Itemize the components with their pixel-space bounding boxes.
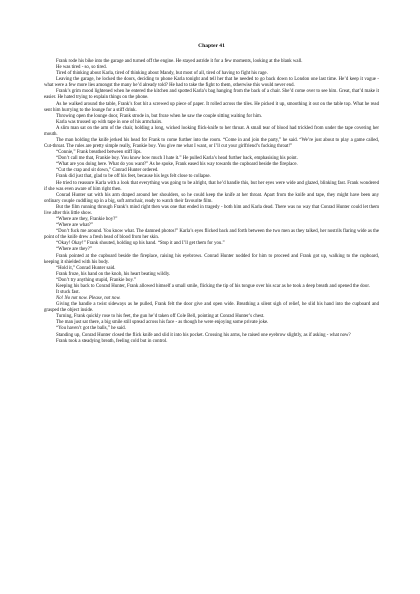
paragraph: Frank took a steadying breath, feeling cold but in control. [56,338,168,344]
paragraph: Throwing open the lounge door, Frank strode in, but froze when he saw the couple sitting waiting for him. [56,113,263,119]
paragraph: “Where are they?” [56,247,93,253]
paragraph: The man just sat there, a big smile still spread across his face - as though he were enjoying some private joke. [56,320,269,326]
paragraph: He tried to reassure Karla with a look that everything was going to be alright, that he’d handle this, but her eyes were wide and glazed, blinking fast. Frank wondered if she was even aware of him right then. [44,180,379,192]
paragraph: Leaving the garage, he locked the doors, deciding to phone Karla tonight and tell her that he needed to go back down to London one last time. He’d keep it vague - what were a few more lies amongst the many he’d already told? He had to take the fight to them, otherwise this would never end. [44,77,379,89]
paragraph: “Don’t try anything stupid, Frankie boy.” [56,277,136,283]
paragraph: “Don’t call me that, Frankie boy. You know how much I hate it.” He pulled Karla’s head further back, emphasising his point. [56,156,298,162]
paragraph: “What are you doing here. What do you want?” As he spoke, Frank eased his way towards the cupboard beside the fireplace. [56,162,298,168]
chapter-title: Chapter 41 [198,43,225,49]
paragraph: “Hold it,” Conrad Hunter said. [56,265,116,271]
paragraph: He was tired - so, so tired. [56,65,107,71]
paragraph: Conrad Hunter sat with his arm draped around her shoulders, so he could keep the knife at her throat. Apart from the knife and tape, they might have been any ordinary couple cuddling up in a big, soft armchair, ready to watch their favourite film. [44,192,379,204]
paragraph: “Where are they, Frankie boy?” [56,217,118,223]
paragraph: As he walked around the table, Frank’s foot hit a screwed up piece of paper. It rolled across the tiles. He picked it up, smoothing it out on the table top. What he read sent him hurrying to the lounge for a stiff drink. [44,101,379,113]
chapter-body [44,59,379,345]
paragraph: A slim man sat on the arm of the chair, holding a long, wicked looking flick-knife to her throat. A small tear of blood had trickled from under the tape covering her mouth. [44,125,379,137]
paragraph: Giving the handle a twist sideways as he pulled, Frank felt the door give and open wide. Breathing a silent sigh of relief, he slid his hand into the cupboard and grasped the object inside. [44,302,379,314]
paragraph: “Connie,” Frank breathed between stiff lips. [56,150,142,156]
paragraph: Turning, Frank quickly rose to his feet, the gun he’d taken off Cole Bell, pointing at Conrad Hunter’s chest. [56,314,265,320]
paragraph: Standing up, Conrad Hunter closed the flick knife and slid it into his pocket. Crossing his arms, he raised one eyebrow slightly, as if asking - what now? [56,332,351,338]
paragraph: Frank froze, his hand on the knob, his heart beating wildly. [56,271,171,277]
paragraph: Frank did just that, glad to be off his feet, because his legs felt close to collapse. [56,174,211,180]
paragraph: Frank rode his bike into the garage and turned off the engine. He stayed astride it for a few moments, looking at the blank wall. [56,59,303,64]
paragraph: “You haven’t got the balls,” he said. [56,326,126,332]
paragraph: “Don’t fuck me around. You know what. The damned photos!” Karla’s eyes flicked back and forth between the two men as they talked, her nostrils flaring wide as the point of the knife drew a fresh bead of blood from her skin. [44,229,379,241]
paragraph: Karla was trussed up with tape in one of his armchairs. [56,119,163,125]
paragraph: Frank pointed at the cupboard beside the fireplace, raising his eyebrows. Conrad Hunter nodded for him to proceed and Frank got up, walking to the cupboard, keeping it shielded with his body. [44,253,379,265]
paragraph: The man holding the knife jerked his head for Frank to come further into the room. “Come in and join the party,” he said. “We’re just about to play a game called, Cut-throat. The rules are pretty simple really, Frankie boy. You give me what I want, or I’ll cut your girlfriend’s fucking throat!” [44,138,379,150]
paragraph: But the film running through Frank’s mind right then was one that ended in tragedy - both him and Karla dead. There was no way that Conrad Hunter could let them live after this little show. [44,204,379,216]
paragraph: “Okay! Okay!” Frank shouted, holding up his hand. “Stop it and I’ll get them for you.” [56,241,225,247]
paragraph: Keeping his back to Conrad Hunter, Frank allowed himself a small smile, flicking the tip of his tongue over his scar as he took a deep breath and opened the door. [56,283,370,289]
paragraph: It stuck fast. [56,289,80,295]
paragraph: “Where are what?” [56,223,94,229]
paragraph: “Cut the crap and sit down,” Conrad Hunter ordered. [56,168,159,174]
paragraph: Tired of thinking about Karla, tired of thinking about Mandy, but most of all, tired of having to fight his rage. [56,71,268,77]
paragraph: Frank’s grim mood lightened when he entered the kitchen and spotted Karla’s bag hanging from the back of a chair. She’d come over to see him. Great, that’d make it easier. He hated trying to explain things on the phone. [44,89,379,101]
paragraph: No! No not now. Please, not now. [56,296,121,302]
